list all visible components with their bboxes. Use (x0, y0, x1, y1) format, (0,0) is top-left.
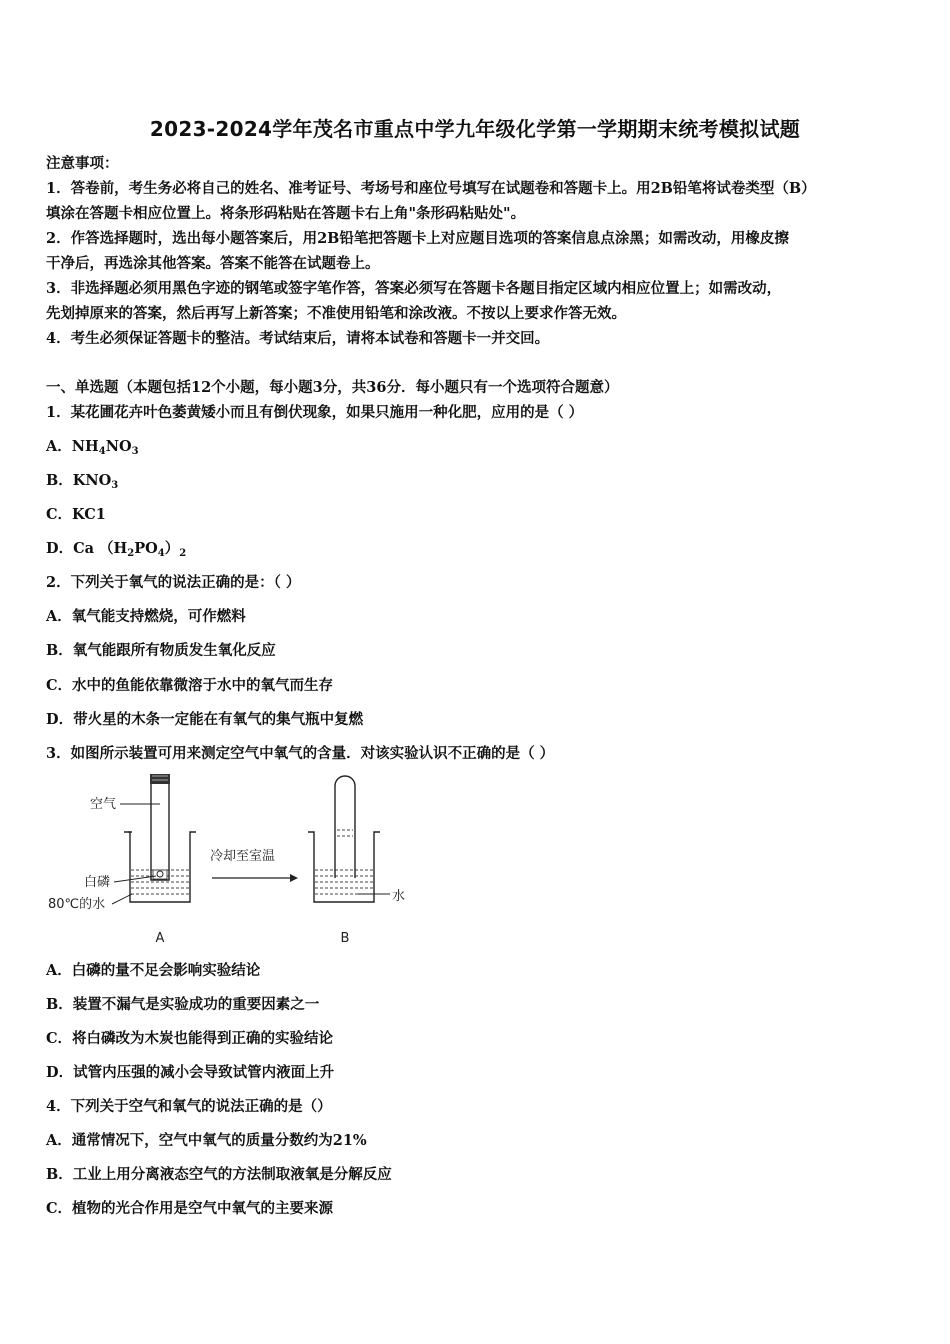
q2-option-c: C．水中的鱼能依靠微溶于水中的氧气而生存 (46, 677, 334, 694)
q1-stem: 1．某花圃花卉叶色萎黄矮小而且有倒伏现象，如果只施用一种化肥，应用的是（ ） (46, 404, 584, 421)
test-tube-a (150, 774, 170, 880)
note-line: 填涂在答题卡相应位置上。将条形码粘贴在答题卡右上角"条形码粘贴处"。 (46, 205, 526, 222)
beaker-b (308, 832, 380, 902)
q2-stem: 2．下列关于氧气的说法正确的是：（ ） (46, 574, 301, 591)
notes-heading: 注意事项： (46, 155, 119, 172)
note-line: 干净后，再选涂其他答案。答案不能答在试题卷上。 (46, 255, 380, 272)
q3-option-a: A．白磷的量不足会影响实验结论 (46, 962, 261, 979)
q3-option-d: D．试管内压强的减小会导致试管内液面上升 (46, 1064, 335, 1081)
beaker-a (124, 832, 196, 902)
arrow-label: 冷却至室温 (210, 849, 276, 864)
q1-option-b: B．$KNO_3$ (46, 472, 119, 491)
q2-option-b: B．氧气能跟所有物质发生氧化反应 (46, 642, 276, 659)
note-line: 1．答卷前，考生务必将自己的姓名、准考证号、考场号和座位号填写在试题卷和答题卡上。用2B铅笔将试卷类型（B） (46, 180, 816, 197)
note-line: 先划掉原来的答案，然后再写上新答案；不准使用铅笔和涂改液。不按以上要求作答无效。 (46, 305, 626, 322)
q4-stem: 4．下列关于空气和氧气的说法正确的是（） (46, 1098, 332, 1115)
q3-apparatus-figure (40, 770, 420, 950)
section-heading: 一、单选题（本题包括12个小题，每小题3分，共36分．每小题只有一个选项符合题意） (46, 379, 619, 396)
q2-option-a: A．氧气能支持燃烧，可作燃料 (46, 608, 246, 625)
note-line: 2．作答选择题时，选出每小题答案后，用2B铅笔把答题卡上对应题目选项的答案信息点涂黑；如需改动，用橡皮擦 (46, 230, 789, 247)
label-a: A (155, 931, 165, 946)
q3-option-b: B．装置不漏气是实验成功的重要因素之一 (46, 996, 320, 1013)
q1-option-c: C．KC1 (46, 506, 106, 523)
q4-option-b: B．工业上用分离液态空气的方法制取液氧是分解反应 (46, 1166, 392, 1183)
note-line: 3．非选择题必须用黑色字迹的钢笔或签字笔作答，答案必须写在答题卡各题目指定区域内相应位置上；如需改动， (46, 280, 782, 297)
water-label: 水 (392, 889, 406, 904)
hot-water-label: 80℃的水 (48, 897, 106, 912)
water-level-b (315, 870, 373, 894)
note-line: 4．考生必须保证答题卡的整洁。考试结束后，请将本试卷和答题卡一并交回。 (46, 330, 550, 347)
q4-option-c: C．植物的光合作用是空气中氧气的主要来源 (46, 1200, 334, 1217)
q2-option-d: D．带火星的木条一定能在有氧气的集气瓶中复燃 (46, 711, 364, 728)
page-title: 2023-2024学年茂名市重点中学九年级化学第一学期期末统考模拟试题 (149, 117, 801, 141)
q3-option-c: C．将白磷改为木炭也能得到正确的实验结论 (46, 1030, 334, 1047)
test-tube-b (335, 776, 355, 878)
q1-option-a: A．$NH_4NO_3$ (46, 438, 139, 457)
air-label: 空气 (90, 797, 117, 812)
q1-option-d: D．Ca $(H_2PO_4)_2$ (46, 540, 187, 559)
label-b: B (340, 931, 350, 946)
q4-option-a: A．通常情况下，空气中氧气的质量分数约为21% (46, 1132, 367, 1149)
phosphorus-label: 白磷 (84, 875, 111, 890)
q3-stem: 3．如图所示装置可用来测定空气中氧气的含量．对该实验认识不正确的是（ ） (46, 745, 555, 762)
